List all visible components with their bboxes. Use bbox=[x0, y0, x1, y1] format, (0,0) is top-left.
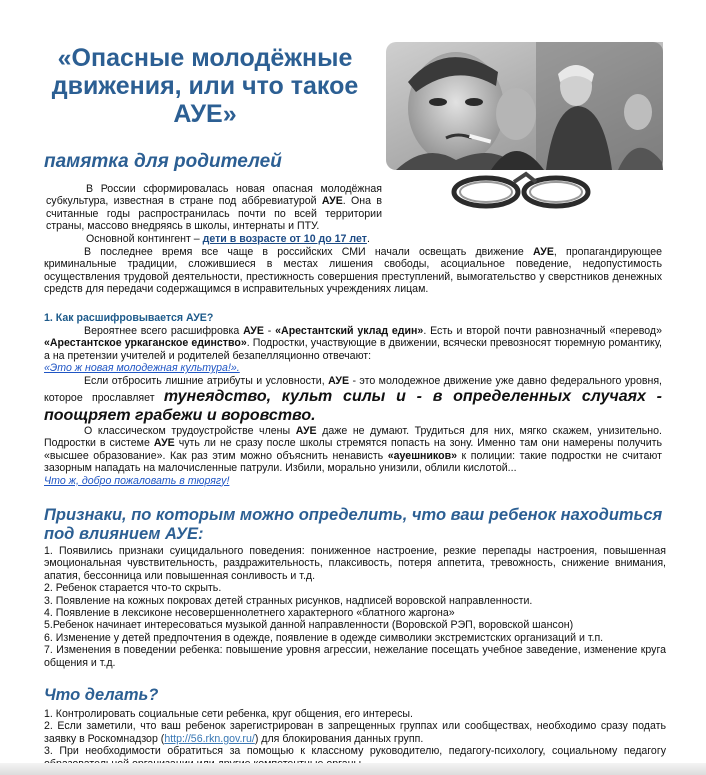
bottom-edge bbox=[0, 763, 706, 775]
rkn-url-link[interactable]: http://56.rkn.gov.ru/ bbox=[164, 732, 255, 745]
list-item: 5.Ребенок начинает интересоваться музыкой данной направленности (Воровской РЭП, воровской шансон) bbox=[44, 619, 574, 632]
media-paragraph: В последнее время все чаще в российских СМИ начали освещать движение АУЕ, пропагандирующее криминальные традиции, сложившиеся в местах лишения свободы, асоциальное поведение, недопустимость осуществления трудовой деятельности, престижность совершения преступлений, вымогательство у сверстников денежных средств для передачи содержащимся в исправительных учреждениях лицам. bbox=[44, 246, 662, 296]
actions-list bbox=[44, 708, 666, 770]
intro-text bbox=[46, 183, 382, 245]
page-subtitle: памятка для родителей bbox=[44, 151, 282, 172]
age-paragraph: Основной контингент – дети в возрасте от 10 до 17 лет. bbox=[86, 232, 370, 245]
list-item: 4. Появление в лексиконе несовершеннолетнего характерного «блатного жаргона» bbox=[44, 607, 455, 620]
section3-heading: Что делать? bbox=[44, 686, 159, 704]
quote-link[interactable]: «Это ж новая молодежная культура!». bbox=[44, 362, 240, 375]
list-item: 2. Если заметили, что ваш ребенок зарегистрирован в запрещенных группах или сообществах, необходимо сразу подать заявку в Роскомнадзор (http://56.rkn.gov.ru/) для блокирования данных групп. bbox=[44, 720, 666, 745]
list-item: 1. Появились признаки суицидального поведения: пониженное настроение, резкие перепады настроения, повышенная эмоциональная чувствительность, раздражительность, плаксивость, потеря аппетита, тревожность, снижение внимания, апатия, бессонница или повышенная сонливость и т.д. bbox=[44, 545, 666, 582]
list-item: 3. При необходимости обратиться за помощью к классному руководителю, педагогу-психологу, социальному педагогу bbox=[44, 745, 666, 758]
section1-heading: 1. Как расшифровывается АУЕ? bbox=[44, 312, 214, 324]
list-item: 6. Изменение у детей предпочтения в одежде, появление в одежде символики экстремистских организаций и т.п. bbox=[44, 631, 604, 644]
list-item: 3. Появление на кожных покровах детей странных рисунков, надписей воровской направленности. bbox=[44, 594, 533, 607]
page-title: «Опасные молодёжные движения, или что такое АУЕ» bbox=[51, 44, 359, 128]
prison-link[interactable]: Что ж, добро пожаловать в тюрягу! bbox=[44, 474, 230, 487]
teens-handcuffs-photo bbox=[386, 42, 663, 212]
section2-heading: Признаки, по которым можно определить, что ваш ребенок находиться под влиянием АУЕ: bbox=[44, 506, 663, 543]
intro-paragraph: В России сформировалась новая опасная молодёжная субкультура, известная в стране под аббревиатурой АУЕ. Она в считанные годы распространилась почти по всей территории страны, массово внедряясь в школы, интернаты и ПТУ. bbox=[46, 183, 382, 233]
list-item: 7. Изменения в поведении ребенка: повышение уровня агрессии, нежелание посещать учебное заведение, изменение круга общения и т.д. bbox=[44, 644, 666, 669]
signs-list bbox=[44, 545, 666, 669]
list-item: 2. Ребенок старается что-то скрыть. bbox=[44, 582, 222, 595]
section1-body: Вероятнее всего расшифровка АУЕ - «Арестантский уклад един». Есть и второй почти равнозначный «перевод» «Арестантское уркаганское единство». Подростки, участвующие в движении, всячески превозносят тюремную романтику, а на претензии учителей и родителей безапелляционно отвечают: «Это ж новая молодежная культура!». Если отбросить лишние атрибуты и условности, АУЕ - это молодежное движение уже давно федерального уровня, которое прославляет тунеядство, культ силы и - в определенных случаях - поощряет грабежи и воровство. О классическом трудоустройстве члены АУЕ даже не думают. Трудиться для них, мягко скажем, унизительно. Подростки в системе АУЕ чуть ли не сразу после школы стремятся попасть на зону. Именно там они намерены получить «высшее образование». Как раз этим можно объяснить ненависть «ауешников» к полиции: такие подростки не считают зазорным нападать на малочисленные патрули. Избили, морально унизили, облили кислотой... Что ж, добро пожаловать в тюрягу! bbox=[44, 325, 663, 487]
list-item: 1. Контролировать социальные сети ребенка, круг общения, его интересы. bbox=[44, 708, 413, 720]
